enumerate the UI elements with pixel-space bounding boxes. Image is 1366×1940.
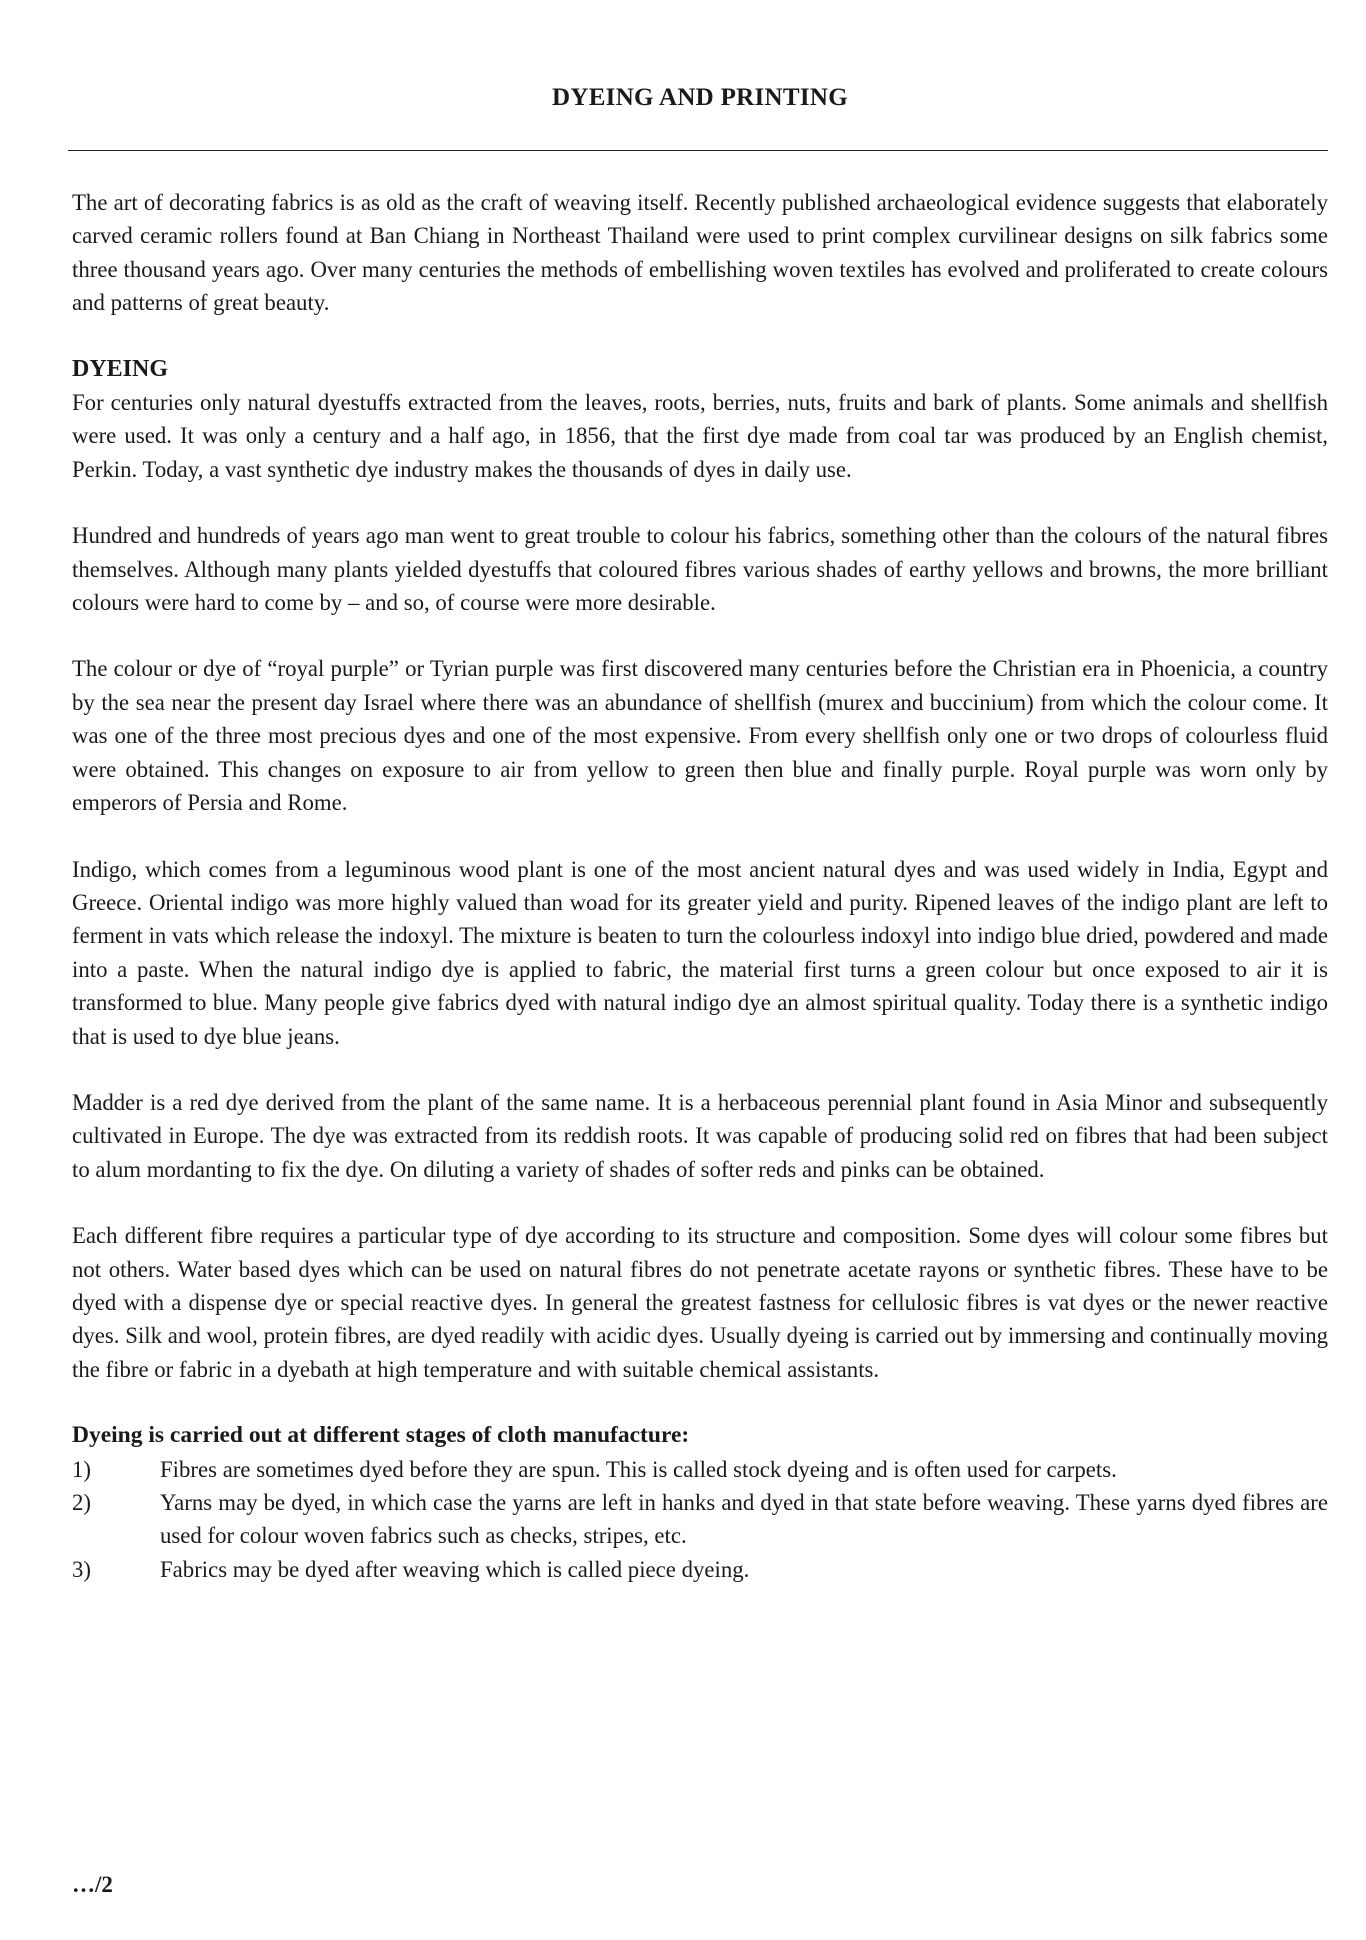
list-item [72, 1553, 1328, 1586]
list-item-text: Fibres are sometimes dyed before they are spun. This is called stock dyeing and is often used for carpets. [160, 1456, 1117, 1482]
dyeing-paragraph-2: Hundred and hundreds of years ago man went to great trouble to colour his fabrics, something other than the colours of the natural fibres themselves. Although many plants yielded dyestuffs that coloured fibres various shades of earthy yellows and browns, the more brilliant colours were hard to come by – and so, of course were more desirable. [72, 523, 1328, 616]
list-item [72, 1453, 1328, 1486]
list-item-text: Fabrics may be dyed after weaving which is called piece dyeing. [160, 1556, 750, 1582]
title-divider [68, 150, 1328, 151]
list-item [72, 1486, 1328, 1553]
document-title: DYEING AND PRINTING [551, 84, 848, 111]
list-item-number: 2) [72, 1490, 91, 1515]
stages-list [72, 1453, 1328, 1587]
intro-paragraph: The art of decorating fabrics is as old as the craft of weaving itself. Recently published archaeological evidence suggests that elaborately carved ceramic rollers found at Ban Chiang in Northeast Thailand were used to print complex curvilinear designs on silk fabrics some three thousand years ago. Over many centuries the methods of embellishing woven textiles has evolved and proliferated to create colours and patterns of great beauty. [72, 190, 1328, 316]
dyeing-paragraph-6: Each different fibre requires a particular type of dye according to its structure and composition. Some dyes will colour some fibres but not others. Water based dyes which can be used on natural fibres do not penetrate acetate rayons or synthetic fibres. These have to be dyed with a dispense dye or special reactive dyes. In general the greatest fastness for cellulosic fibres is vat dyes or the newer reactive dyes. Silk and wool, protein fibres, are dyed readily with acidic dyes. Usually dyeing is carried out by immersing and continually moving the fibre or fabric in a dyebath at high temperature and with suitable chemical assistants. [72, 1223, 1328, 1382]
document-body [72, 186, 1328, 1586]
dyeing-paragraph-1: For centuries only natural dyestuffs extracted from the leaves, roots, berries, nuts, fruits and bark of plants. Some animals and shellfish were used. It was only a century and a half ago, in 1856, that the first dye made from coal tar was produced by an English chemist, Perkin. Today, a vast synthetic dye industry makes the thousands of dyes in daily use. [72, 390, 1328, 482]
dyeing-paragraph-5: Madder is a red dye derived from the plant of the same name. It is a herbaceous perennial plant found in Asia Minor and subsequently cultivated in Europe. The dye was extracted from its reddish roots. It was capable of producing solid red on fibres that had been subject to alum mordanting to fix the dye. On diluting a variety of shades of softer reds and pinks can be obtained. [72, 1089, 1328, 1182]
list-item-text: Yarns may be dyed, in which case the yarns are left in hanks and dyed in that state before weaving. These yarns dyed fibres are used for colour woven fabrics such as checks, stripes, etc. [160, 1490, 1328, 1549]
list-item-number: 1) [72, 1456, 91, 1482]
dyeing-paragraph-4: Indigo, which comes from a leguminous wood plant is one of the most ancient natural dyes and was used widely in India, Egypt and Greece. Oriental indigo was more highly valued than woad for its greater yield and purity. Ripened leaves of the indigo plant are left to ferment in vats which release the indoxyl. The mixture is beaten to turn the colourless indoxyl into indigo blue dried, powdered and made into a paste. When the natural indigo dye is applied to fabric, the material first turns a green colour but once exposed to air it is transformed to blue. Many people give fabrics dyed with natural indigo dye an almost spiritual quality. Today there is a synthetic indigo that is used to dye blue jeans. [72, 856, 1328, 1049]
dyeing-paragraph-3: The colour or dye of “royal purple” or Tyrian purple was first discovered many centuries before the Christian era in Phoenicia, a country by the sea near the present day Israel where there was an abundance of shellfish (murex and buccinium) from which the colour come. It was one of the three most precious dyes and one of the most expensive. From every shellfish only one or two drops of colourless fluid were obtained. This changes on exposure to air from yellow to green then blue and finally purple. Royal purple was worn only by emperors of Persia and Rome. [72, 656, 1328, 816]
list-item-number: 3) [72, 1556, 91, 1582]
section-heading-dyeing: DYEING [72, 355, 169, 382]
document-page [72, 0, 1328, 1940]
stages-heading: Dyeing is carried out at different stages of cloth manufacture: [72, 1422, 690, 1449]
page-continuation-marker: …/2 [72, 1872, 113, 1897]
